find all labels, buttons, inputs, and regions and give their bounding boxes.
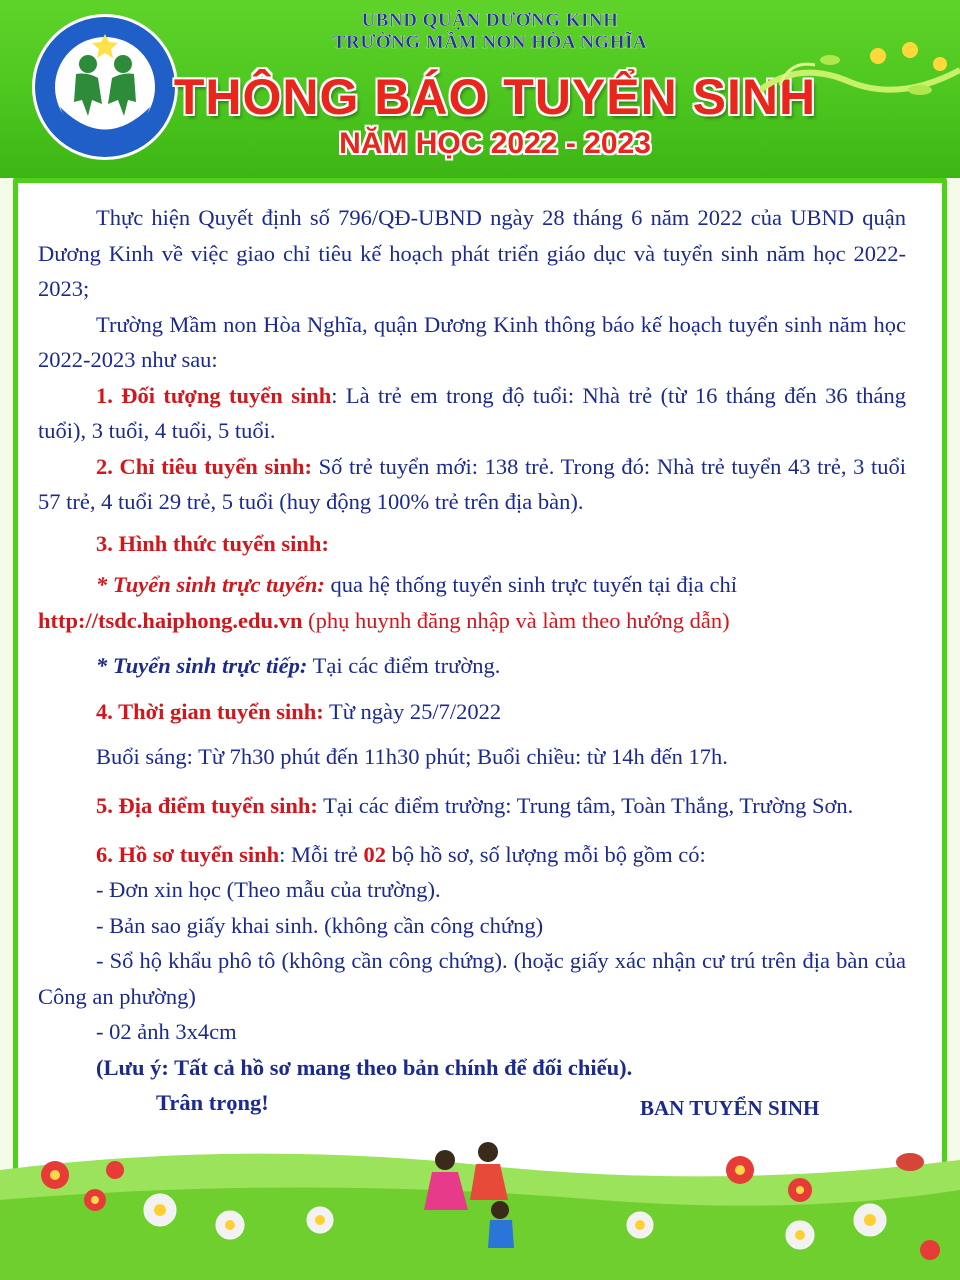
document-item: - 02 ảnh 3x4cm <box>96 1019 237 1044</box>
page-title: THÔNG BÁO TUYỂN SINH <box>173 69 817 125</box>
opening-hours: Buổi sáng: Từ 7h30 phút đến 11h30 phút; Buổi chiều: từ 14h đến 17h. <box>96 744 728 769</box>
section-location: 5. Địa điểm tuyển sinh: Tại các điểm trường: Trung tâm, Toàn Thắng, Trường Sơn. <box>96 792 854 818</box>
vine-decoration-icon <box>760 20 960 140</box>
section-heading: 6. Hồ sơ tuyển sinh <box>96 841 280 867</box>
header-banner <box>0 0 960 178</box>
document-item: - Bản sao giấy khai sinh. (không cần công chứng) <box>96 912 544 938</box>
section-heading: 1. Đối tượng tuyển sinh <box>96 382 332 408</box>
district-name: UBND QUẬN DƯƠNG KINH <box>361 10 619 31</box>
section-quota: 2. Chỉ tiêu tuyển sinh: Số trẻ tuyển mới: 138 trẻ. Trong đó: Nhà trẻ tuyển 43 trẻ, 3 tuổi 57 trẻ, 4 tuổi 29 trẻ, 5 tuổi (huy động 100% trẻ trên địa bàn). <box>38 453 906 514</box>
section-method <box>38 526 906 562</box>
document-item: - Sổ hộ khẩu phô tô (không cần công chứng). (hoặc giấy xác nhận cư trú trên địa bàn của Công an phường) <box>38 948 906 1009</box>
enrollment-url-link[interactable]: http://tsdc.haiphong.edu.vn <box>38 607 303 633</box>
announcement-body <box>38 200 906 1125</box>
closing-text: Trân trọng! <box>156 1090 269 1115</box>
school-year: NĂM HỌC 2022 - 2023 <box>339 127 651 160</box>
section-heading: 4. Thời gian tuyển sinh: <box>96 698 324 724</box>
section-target: 1. Đối tượng tuyển sinh: Là trẻ em trong độ tuổi: Nhà trẻ (từ 16 tháng đến 36 tháng tuổi), 3 tuổi, 4 tuổi, 5 tuổi. <box>38 382 906 443</box>
signature: BAN TUYỂN SINH <box>640 1096 820 1120</box>
school-name: TRƯỜNG MẦM NON HÒA NGHĨA <box>332 32 648 53</box>
online-method: * Tuyển sinh trực tuyến: qua hệ thống tuyển sinh trực tuyến tại địa chỉ <box>96 572 738 597</box>
section-heading: 3. Hình thức tuyển sinh: <box>96 530 329 556</box>
section-documents: 6. Hồ sơ tuyển sinh: Mỗi trẻ 02 bộ hồ sơ, số lượng mỗi bộ gồm có: <box>96 841 706 867</box>
section-heading: 5. Địa điểm tuyển sinh: <box>96 792 318 818</box>
section-time: 4. Thời gian tuyển sinh: Từ ngày 25/7/2022 <box>96 698 502 724</box>
section-heading: 2. Chỉ tiêu tuyển sinh: <box>96 453 312 479</box>
intro-paragraph-2: Trường Mầm non Hòa Nghĩa, quận Dương Kinh thông báo kế hoạch tuyển sinh năm học 2022-2023 như sau: <box>38 311 906 372</box>
document-item: - Đơn xin học (Theo mẫu của trường). <box>96 877 441 902</box>
note: (Lưu ý: Tất cả hồ sơ mang theo bản chính để đối chiếu). <box>96 1054 633 1080</box>
intro-paragraph: Thực hiện Quyết định số 796/QĐ-UBND ngày 28 tháng 6 năm 2022 của UBND quận Dương Kinh về việc giao chỉ tiêu kế hoạch phát triển giáo dục và tuyển sinh năm học 2022-2023; <box>38 205 906 301</box>
signature-row <box>38 1085 906 1125</box>
online-url-line: http://tsdc.haiphong.edu.vn (phụ huynh đăng nhập và làm theo hướng dẫn) <box>38 607 730 633</box>
flower-meadow-decoration <box>0 1130 960 1280</box>
direct-method: * Tuyển sinh trực tiếp: Tại các điểm trường. <box>96 653 501 678</box>
